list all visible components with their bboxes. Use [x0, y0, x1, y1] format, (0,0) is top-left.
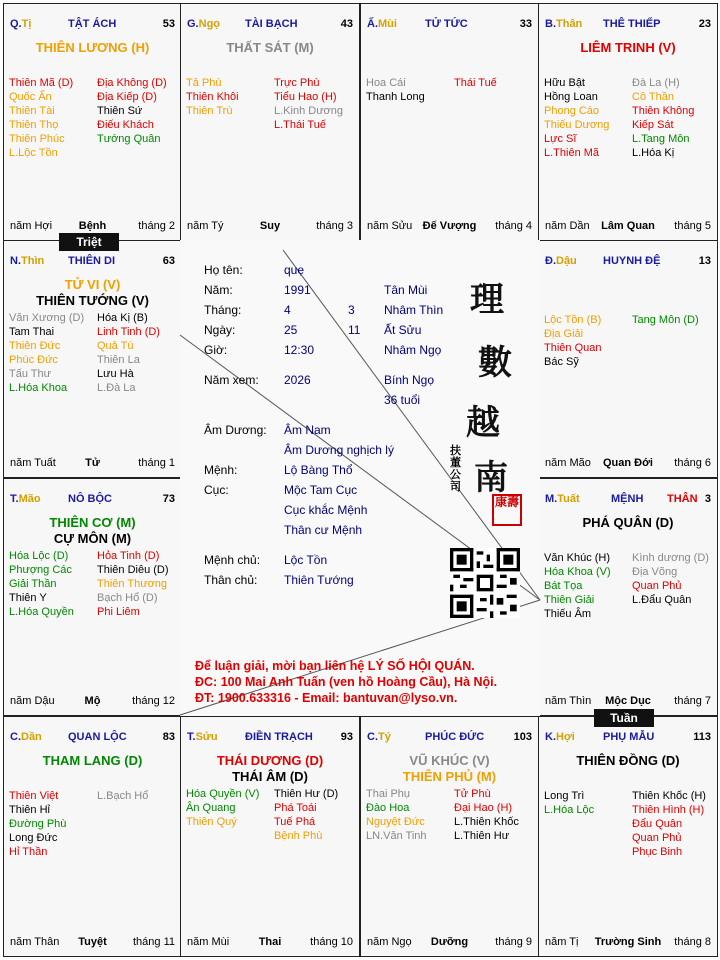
palace-age: 83 [162, 731, 175, 743]
thanchu-label: Thân chủ: [204, 573, 258, 587]
palace-age: 23 [698, 18, 711, 30]
star: Nguyệt Đức [366, 816, 425, 828]
month-limit: tháng 6 [674, 457, 711, 469]
star: Thiên Hỉ [9, 804, 50, 816]
star: Bác Sỹ [544, 356, 579, 368]
star: L.Kinh Dương [274, 105, 344, 117]
calligraphy-char-4: 南 [474, 458, 508, 498]
branch-label: Mão [18, 493, 41, 505]
star: Địa Không (D) [97, 77, 167, 89]
star: L.Hóa Quyền [9, 606, 74, 618]
star: Thiên Diêu (D) [97, 564, 169, 576]
small-limit-year: năm Thìn [545, 695, 592, 707]
star: Đào Hoa [366, 802, 410, 814]
month-limit: tháng 8 [674, 936, 711, 948]
star: Hóa Lộc (D) [9, 550, 69, 562]
palace-name: TỬ TỨC [425, 18, 468, 30]
star: Phá Toái [274, 802, 317, 814]
star: Quốc Ấn [9, 91, 52, 103]
small-limit-year: năm Sửu [367, 220, 413, 232]
star: Giải Thần [9, 578, 57, 590]
small-limit-year: năm Mão [545, 457, 591, 469]
view-year-value: 2026 [284, 373, 311, 387]
small-limit-year: năm Tị [545, 936, 579, 948]
star: Thiên Đức [9, 340, 61, 352]
main-star: TỬ VI (V) [64, 277, 121, 292]
year-value: 1991 [284, 283, 311, 297]
star: Quan Phủ [632, 832, 682, 844]
cuc-note: Cục khắc Mệnh [284, 503, 368, 517]
star: Văn Xương (D) [9, 312, 85, 324]
amduong-label: Âm Dương: [204, 423, 267, 437]
star: Thiên Quý [186, 816, 237, 828]
day-value: 25 [284, 323, 298, 337]
small-limit-year: năm Dậu [10, 695, 55, 707]
calligraphy-char-3: 越 [466, 403, 500, 443]
stem-label: Đ. [545, 255, 556, 267]
star: Địa Kiếp (D) [97, 91, 157, 103]
month-limit: tháng 12 [132, 695, 175, 707]
star: L.Thiên Hư [454, 830, 510, 842]
star: Thiên La [97, 354, 140, 366]
menhchu-value: Lộc Tồn [284, 553, 328, 567]
branch-label: Dần [21, 731, 42, 743]
star: Kiếp Sát [632, 119, 674, 131]
star: Tang Môn (D) [632, 314, 699, 326]
star: Bát Tọa [544, 580, 583, 592]
star: Thiên Quan [544, 342, 602, 354]
calligraphy-char-2: 數 [478, 343, 512, 383]
life-stage: Trường Sinh [594, 936, 662, 948]
branch-label: Ngọ [198, 18, 221, 30]
name-label: Họ tên: [204, 263, 243, 277]
star: Thiên Mã (D) [9, 77, 74, 89]
star: L.Thiên Mã [544, 147, 600, 159]
palace-age: 13 [698, 255, 711, 267]
palace-name: ĐIỀN TRẠCH [245, 731, 313, 743]
branch-label: Tý [378, 731, 391, 743]
star: Địa Giải [544, 328, 584, 340]
star: Cô Thần [632, 91, 674, 103]
branch-label: Dậu [556, 255, 577, 267]
month-limit: tháng 7 [674, 695, 711, 707]
main-star: LIÊM TRINH (V) [580, 40, 676, 55]
branch-label: Tị [21, 18, 32, 30]
stem-label: B. [545, 18, 556, 30]
star: Thiên Thương [97, 578, 168, 590]
star: Thái Tuế [454, 77, 497, 89]
main-star: THAM LANG (D) [42, 753, 143, 768]
month-limit: tháng 4 [495, 220, 532, 232]
life-stage: Mộ [84, 695, 101, 707]
star: Linh Tinh (D) [97, 326, 160, 338]
month-limit: tháng 11 [132, 936, 175, 948]
main-star: VŨ KHÚC (V) [409, 753, 490, 768]
stem-label: T. [187, 731, 196, 743]
star: Hỏa Tinh (D) [97, 550, 160, 562]
star: Thiên Phúc [9, 133, 65, 145]
star: Đẩu Quân [632, 818, 683, 830]
triet-tag: Triệt [59, 233, 119, 251]
star: Thanh Long [366, 91, 425, 103]
star: Tuế Phá [274, 816, 316, 828]
cuc-label: Cục: [204, 483, 229, 497]
star: Hóa Quyền (V) [186, 788, 260, 800]
star: Thai Phụ [366, 788, 411, 800]
star: L.Bạch Hổ [97, 790, 149, 802]
star: Kình dương (D) [632, 552, 709, 564]
life-stage: Quan Đới [603, 457, 653, 469]
life-stage: Lâm Quan [601, 220, 655, 232]
menh-label: Mệnh: [204, 463, 238, 477]
star: Quan Phủ [632, 580, 682, 592]
life-stage: Dưỡng [430, 936, 469, 948]
small-limit-year: năm Tý [187, 220, 224, 232]
month-limit: tháng 3 [316, 220, 353, 232]
star: Hoa Cái [366, 77, 406, 89]
main-star: THIÊN ĐỒNG (D) [576, 753, 680, 768]
star: Thiếu Âm [544, 608, 592, 620]
month-label: Tháng: [204, 303, 242, 317]
star: L.Hóa Lộc [544, 804, 595, 816]
star: Phúc Đức [9, 354, 58, 366]
hour-label: Giờ: [204, 343, 228, 357]
small-limit-year: năm Thân [10, 936, 60, 948]
main-star: THẤT SÁT (M) [226, 40, 314, 55]
main-star: THÁI DƯƠNG (D) [216, 753, 324, 768]
month-limit: tháng 1 [138, 457, 175, 469]
star: Thiên Y [9, 592, 47, 604]
main-star: THIÊN PHỦ (M) [402, 769, 497, 784]
palace-name: HUYNH ĐỆ [603, 255, 661, 267]
star: Thiên Việt [9, 790, 59, 802]
star: Đà La (H) [632, 77, 680, 89]
star: Phong Cáo [544, 105, 600, 117]
than-cu-note: Thân cư Mệnh [284, 523, 363, 537]
palace-name: PHÚC ĐỨC [425, 731, 485, 743]
branch-label: Thìn [21, 255, 45, 267]
star: Thiên Sứ [97, 105, 143, 117]
palace-name: NÔ BỘC [68, 493, 112, 505]
than-label: THÂN [667, 493, 698, 505]
star: Hỉ Thần [9, 846, 48, 858]
small-limit-year: năm Dần [545, 220, 590, 232]
main-star: THIÊN TƯỚNG (V) [36, 293, 149, 308]
month-lunar: 3 [348, 303, 355, 317]
hour-can: Nhâm Ngọ [384, 343, 442, 357]
stem-label: C. [10, 731, 21, 743]
view-year-can: Bính Ngọ [384, 373, 435, 387]
branch-label: Mùi [378, 18, 397, 30]
palace-age: 43 [340, 18, 353, 30]
star: Bạch Hổ (D) [97, 592, 158, 604]
palace-name: THIÊN DI [68, 255, 116, 267]
palace-age: 113 [693, 731, 711, 743]
palace-name: MỆNH [611, 493, 644, 505]
view-year-label: Năm xem: [204, 373, 259, 387]
star: Thiên Không [632, 105, 695, 117]
star: Long Đức [9, 832, 58, 844]
star: Trực Phù [274, 77, 320, 89]
contact-address: ĐC: 100 Mai Anh Tuấn (ven hồ Hoàng Cầu), Hà Nội. [195, 675, 498, 689]
star: Tử Phù [454, 788, 491, 800]
star: Tam Thai [9, 326, 55, 338]
star: Long Trì [544, 790, 585, 802]
star: Phi Liêm [97, 606, 140, 618]
star: L.Đẩu Quân [632, 594, 692, 606]
star: Lộc Tồn (B) [544, 314, 602, 326]
star: Phượng Các [9, 564, 72, 576]
stem-label: N. [10, 255, 21, 267]
month-limit: tháng 10 [310, 936, 353, 948]
palace-age: 103 [513, 731, 532, 743]
branch-label: Hợi [556, 731, 575, 743]
hour-value: 12:30 [284, 343, 315, 357]
contact-line-1: Để luận giải, mời bạn liên hệ LÝ SỐ HỘI QUÁN. [195, 659, 475, 673]
life-stage: Thai [258, 936, 282, 948]
month-limit: tháng 2 [138, 220, 175, 232]
palace-name: PHỤ MẪU [603, 731, 655, 743]
life-stage: Bệnh [78, 220, 107, 232]
star: Thiên Giải [544, 594, 595, 606]
star: Hóa Khoa (V) [544, 566, 611, 578]
star: Thiên Trù [186, 105, 233, 117]
palace-age: 3 [704, 493, 711, 505]
small-limit-year: năm Ngọ [367, 936, 412, 948]
star: Tấu Thư [9, 368, 52, 380]
small-limit-year: năm Tuất [10, 457, 56, 469]
stem-label: M. [545, 493, 558, 505]
star: Lực Sĩ [544, 133, 577, 145]
star: Thiên Thọ [9, 119, 59, 131]
branch-label: Tuất [557, 493, 580, 505]
star: Thiếu Dương [544, 119, 610, 131]
stem-label: T. [10, 493, 19, 505]
branch-label: Thân [556, 18, 583, 30]
month-can: Nhâm Thìn [384, 303, 444, 317]
palace-age: 53 [162, 18, 175, 30]
main-star: THIÊN LƯƠNG (H) [35, 40, 150, 55]
calligraphy-char-1: 理 [470, 280, 504, 320]
star: Thiên Hư (D) [274, 788, 339, 800]
day-lunar: 11 [348, 323, 361, 337]
main-star: PHÁ QUÂN (D) [582, 515, 674, 530]
stem-label: C. [367, 731, 378, 743]
life-stage: Suy [259, 220, 281, 232]
stem-label: G. [187, 18, 199, 30]
life-stage: Đế Vượng [422, 220, 477, 232]
amduong-value: Âm Nam [284, 423, 331, 437]
name-value: quẹ [284, 263, 305, 277]
star: L.Hóa Khoa [9, 382, 68, 394]
month-limit: tháng 5 [674, 220, 711, 232]
branch-label: Sửu [195, 731, 218, 743]
palace-name: QUAN LỘC [68, 731, 127, 743]
tuan-tag: Tuần [594, 709, 654, 727]
palace-age: 33 [519, 18, 532, 30]
stem-label: K. [545, 731, 556, 743]
star: L.Đà La [97, 382, 136, 394]
star: L.Thiên Khốc [454, 816, 519, 828]
main-star: THÁI ÂM (D) [232, 769, 308, 784]
small-limit-year: năm Mùi [187, 936, 230, 948]
age-value: 36 tuổi [384, 393, 421, 407]
stem-label: Ấ. [367, 18, 378, 30]
star: Tả Phù [186, 77, 222, 89]
year-can: Tân Mùi [384, 283, 428, 297]
month-limit: tháng 9 [495, 936, 532, 948]
red-seal: 康壽 [492, 494, 522, 526]
star: Thiên Tài [9, 105, 55, 117]
main-star: CỰ MÔN (M) [53, 531, 132, 546]
palace-name: TÀI BẠCH [245, 18, 298, 30]
year-label: Năm: [204, 283, 233, 297]
life-stage: Tử [85, 457, 100, 469]
star: L.Lộc Tồn [9, 147, 58, 159]
star: Hóa Kị (B) [97, 312, 148, 324]
star: Văn Khúc (H) [544, 552, 611, 564]
thanchu-value: Thiên Tướng [284, 573, 354, 587]
palace-name: THÊ THIẾP [603, 18, 661, 30]
star: Lưu Hà [97, 368, 134, 380]
contact-phone-email[interactable]: ĐT: 1900.633316 - Email: bantuvan@lyso.vn. [195, 691, 458, 705]
life-stage: Mộc Dục [605, 695, 651, 707]
star: Địa Võng [632, 566, 678, 578]
palace-age: 73 [162, 493, 175, 505]
star: Ân Quang [186, 802, 236, 814]
star: LN.Văn Tinh [366, 830, 427, 842]
star: Hữu Bật [544, 77, 585, 89]
star: Thiên Khốc (H) [632, 790, 706, 802]
star: Phục Binh [632, 846, 683, 858]
menh-value: Lộ Bàng Thổ [284, 463, 353, 477]
small-limit-year: năm Hợi [10, 220, 53, 232]
menhchu-label: Mệnh chủ: [204, 553, 261, 567]
star: Đường Phù [9, 818, 67, 830]
palace-age: 63 [162, 255, 175, 267]
star: Bệnh Phù [274, 830, 323, 842]
main-star: THIÊN CƠ (M) [49, 515, 136, 530]
palace-name: TẬT ÁCH [68, 18, 117, 30]
star: Điếu Khách [97, 119, 154, 131]
stem-label: Q. [10, 18, 22, 30]
day-can: Ất Sửu [384, 323, 422, 337]
amduong-note: Âm Dương nghịch lý [284, 443, 394, 457]
day-label: Ngày: [204, 323, 236, 337]
star: Đại Hao (H) [454, 802, 513, 814]
star: Tướng Quân [97, 133, 161, 145]
life-stage: Tuyệt [78, 936, 107, 948]
star: L.Thái Tuế [274, 119, 326, 131]
qr-code-icon [450, 548, 520, 618]
star: L.Hóa Kị [632, 147, 675, 159]
star: Hồng Loan [544, 91, 598, 103]
star: Tiểu Hao (H) [274, 91, 337, 103]
palace-age: 93 [340, 731, 353, 743]
star: Thiên Hình (H) [632, 804, 705, 816]
calligraphy-small: 扶 董 公 司 [450, 445, 461, 493]
month-value: 4 [284, 303, 291, 317]
star: L.Tang Môn [632, 133, 690, 145]
cuc-value: Mộc Tam Cục [284, 483, 358, 497]
star: Thiên Khôi [186, 91, 239, 103]
star: Quả Tú [97, 340, 134, 352]
